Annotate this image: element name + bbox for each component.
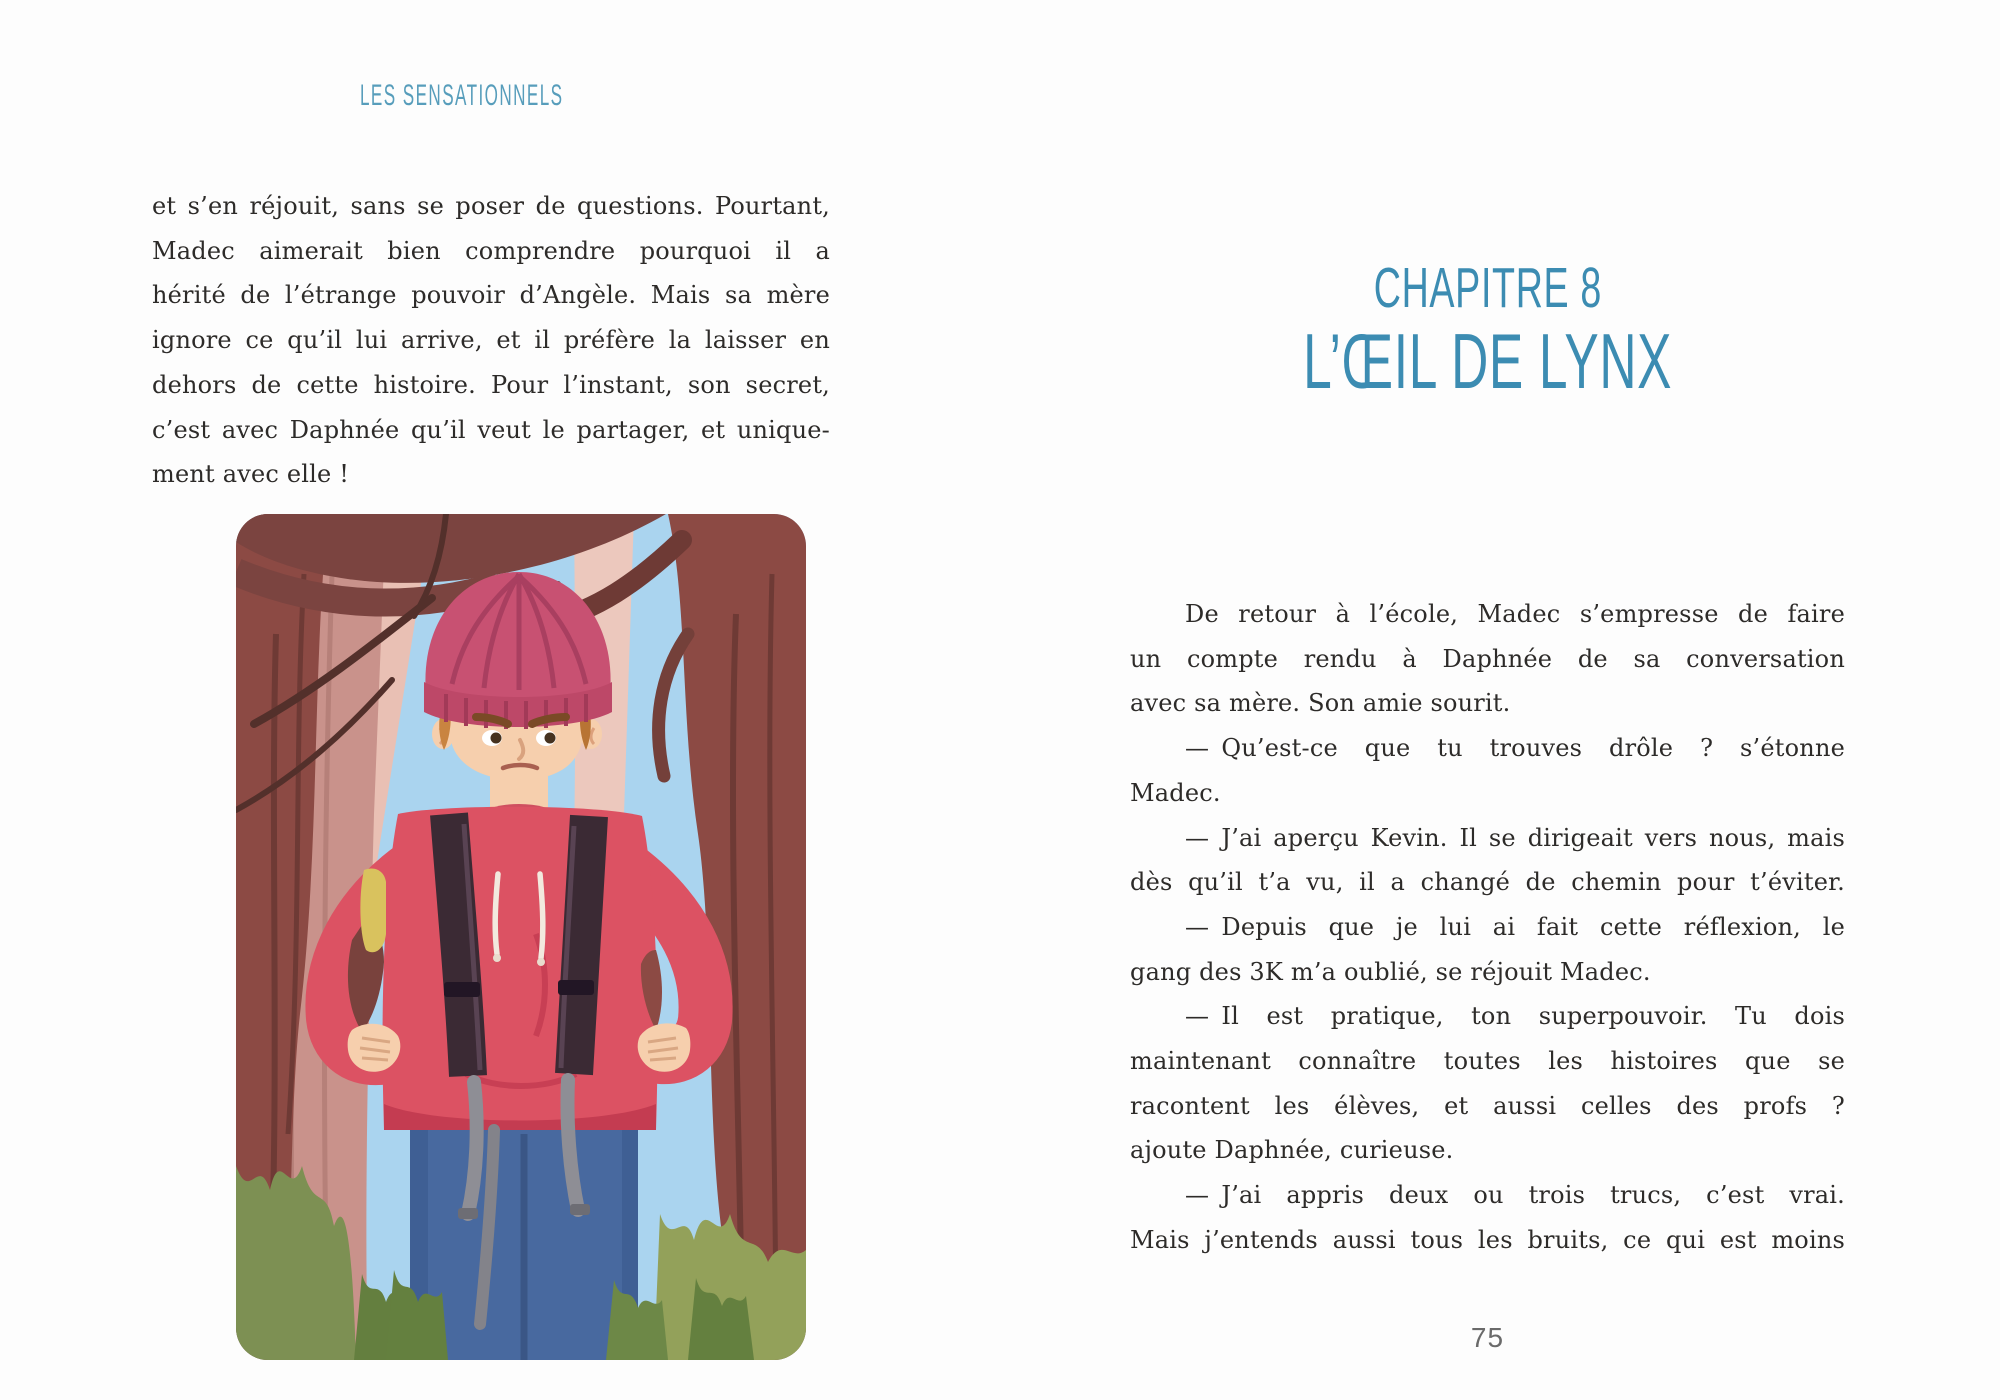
chapter-title-text: L’ŒIL DE LYNX: [1302, 317, 1673, 405]
text-line: De retour à l’école, Madec s’empresse de faire: [1185, 600, 1845, 628]
text-line: Madec.: [1130, 778, 1221, 807]
text-line: un compte rendu à Daphnée de sa conversation: [1130, 644, 1845, 673]
running-header-text: LES SENSATIONNELS: [360, 79, 564, 112]
text-line: ignore ce qu’il lui arrive, et il préfère la laisser en: [152, 326, 830, 355]
text-line: ment avec elle !: [152, 460, 350, 489]
text-line: Mais j’entends aussi tous les bruits, ce qui est moins: [1130, 1225, 1845, 1254]
text-line: c’est avec Daphnée qu’il veut le partager, et unique-: [152, 415, 830, 444]
text-line: dès qu’il t’a vu, il a changé de chemin pour t’éviter.: [1130, 868, 1845, 897]
text-line: Madec aimerait bien comprendre pourquoi il a: [152, 236, 830, 265]
left-paragraph: [152, 184, 830, 497]
chapter-title: [1130, 316, 1845, 407]
forest-illustration-art: [236, 514, 806, 1360]
running-header: [360, 79, 717, 113]
right-page: [1000, 0, 2000, 1400]
text-line: — J’ai appris deux ou trois trucs, c’est vrai.: [1185, 1181, 1845, 1210]
text-line: — Qu’est-ce que tu trouves drôle ? s’étonne: [1185, 734, 1845, 763]
text-line: — Il est pratique, ton superpouvoir. Tu dois: [1185, 1002, 1845, 1031]
text-line: — J’ai aperçu Kevin. Il se dirigeait vers nous, mais: [1185, 823, 1845, 852]
text-line: ajoute Daphnée, curieuse.: [1130, 1136, 1454, 1165]
page-number: 75: [1470, 1322, 1505, 1353]
text-line: hérité de l’étrange pouvoir d’Angèle. Mais sa mère: [152, 281, 830, 310]
text-line: maintenant connaître toutes les histoires que se: [1130, 1047, 1845, 1076]
text-line: dehors de cette histoire. Pour l’instant, son secret,: [152, 370, 830, 399]
text-line: gang des 3K m’a oublié, se réjouit Madec.: [1130, 957, 1651, 986]
text-line: avec sa mère. Son amie sourit.: [1130, 689, 1511, 718]
chapter-body: [1130, 592, 1845, 1263]
chapter-label: [1130, 255, 1845, 321]
text-line: — Depuis que je lui ai fait cette réflexion, le: [1185, 912, 1845, 941]
text-line: racontent les élèves, et aussi celles des profs ?: [1130, 1091, 1845, 1120]
chapter-label-text: CHAPITRE 8: [1373, 256, 1602, 320]
text-line: et s’en réjouit, sans se poser de questions. Pourtant,: [152, 192, 830, 220]
forest-boy-illustration: [236, 514, 806, 1360]
